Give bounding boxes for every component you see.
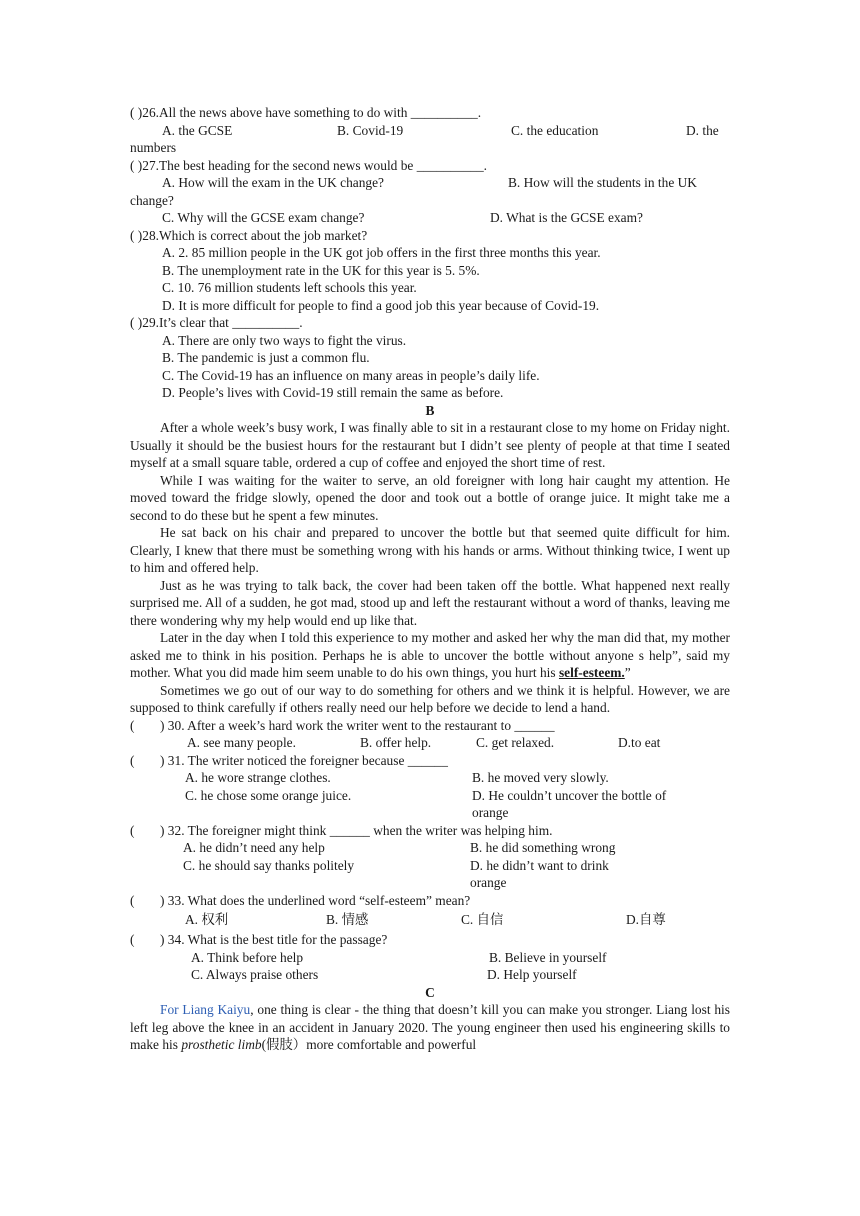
option-b-wrap: change?: [130, 192, 174, 208]
option-b: B. The pandemic is just a common flu.: [162, 350, 370, 365]
option-a: A. he didn’t need any help: [183, 840, 325, 855]
option-a: A. How will the exam in the UK change?: [162, 175, 384, 190]
option-d: D. What is the GCSE exam?: [490, 210, 643, 225]
option-b: B. offer help.: [360, 735, 432, 750]
question-34-options-cd: [130, 966, 730, 984]
italic-term: prosthetic limb: [181, 1037, 262, 1052]
option-d-wrap: numbers: [130, 140, 177, 155]
question-32-options-cd: [130, 857, 730, 875]
option-c: C. 10. 76 million students left schools this year.: [162, 280, 417, 295]
option-a: A. There are only two ways to fight the virus.: [162, 332, 407, 348]
question-32-stem: ( ) 32. The foreigner might think ______ when the writer was helping him.: [130, 822, 553, 838]
passage-b-paragraph-4: Just as he was trying to talk back, the cover had been taken off the bottle. What happened next really surprised me. All of a sudden, he got mad, stood up and left the restaurant without a word of thanks, leaving me there wondering why my help would end up like that.: [130, 577, 730, 628]
question-34-stem: ( ) 34. What is the best title for the passage?: [130, 932, 388, 947]
question-30-stem: ( ) 30. After a week’s hard work the writer went to the restaurant to ______: [130, 717, 555, 733]
option-d: D. It is more difficult for people to find a good job this year because of Covid-19.: [162, 297, 600, 313]
question-30-options: [130, 734, 730, 752]
option-a: A. the GCSE: [162, 122, 233, 138]
option-d: D. He couldn’t uncover the bottle of: [472, 787, 667, 803]
option-d: D. People’s lives with Covid-19 still remain the same as before.: [162, 385, 504, 400]
option-b: B. 情感: [326, 912, 369, 927]
option-a: A. he wore strange clothes.: [185, 770, 331, 785]
passage-c-paragraph-1: For Liang Kaiyu, one thing is clear - the thing that doesn’t kill you can make you stronger. Liang lost his left leg above the knee in an accident in January 2020. The young engineer then used his engineering skills to make his prosthetic limb(假肢）more comfortable and powerful: [130, 1002, 730, 1052]
option-a: A. 权利: [185, 912, 229, 927]
question-33-options: [130, 909, 730, 931]
option-b: B. Believe in yourself: [489, 949, 607, 965]
question-27-options-ab: [130, 174, 730, 192]
option-b: B. he moved very slowly.: [472, 770, 609, 785]
question-33-stem: ( ) 33. What does the underlined word “self-esteem” mean?: [130, 892, 471, 908]
option-c: C. the education: [511, 122, 599, 138]
question-31-options-ab: [130, 769, 730, 787]
option-c: C. he chose some orange juice.: [185, 787, 352, 803]
option-c: C. 自信: [461, 912, 504, 927]
option-c: C. The Covid-19 has an influence on many areas in people’s daily life.: [162, 367, 540, 383]
option-c: C. Why will the GCSE exam change?: [162, 210, 365, 225]
question-27-stem: ( )27.The best heading for the second news would be __________.: [130, 157, 488, 173]
section-b-heading: B: [425, 402, 435, 418]
option-d: D.to eat: [618, 735, 661, 750]
passage-b-paragraph-6: Sometimes we go out of our way to do something for others and we think it is helpful. However, we are supposed to think carefully if others really need our help before we decide to lend a hand.: [130, 682, 730, 715]
option-b: B. The unemployment rate in the UK for this year is 5. 5%.: [162, 262, 480, 278]
question-34-options-ab: [130, 949, 730, 967]
option-c: C. get relaxed.: [476, 735, 555, 750]
option-d: D. he didn’t want to drink: [470, 857, 609, 873]
question-26-options: [130, 122, 730, 140]
passage-b-paragraph-3: He sat back on his chair and prepared to uncover the bottle but that seemed quite difficult for him. Clearly, I knew that there must be something wrong with his hands or arms. Without thinking twice, I went up to him and offered help.: [130, 525, 730, 575]
option-b: B. he did something wrong: [470, 840, 616, 855]
question-29-stem: ( )29.It’s clear that __________.: [130, 315, 303, 330]
option-b: B. How will the students in the UK: [508, 175, 697, 190]
option-a: A. 2. 85 million people in the UK got job offers in the first three months this year.: [162, 245, 601, 260]
question-31-stem: ( ) 31. The writer noticed the foreigner because ______: [130, 752, 448, 768]
question-32-options-ab: [130, 839, 730, 857]
option-d: D. the: [686, 122, 719, 138]
underlined-word: self-esteem.: [558, 665, 625, 680]
section-c-heading: C: [425, 984, 435, 1000]
passage-b-paragraph-5: Later in the day when I told this experience to my mother and asked her why the man did that, my mother asked me to think in his position. Perhaps he is able to uncover the bottle without anyone s help”, said my mother. What you did made him seem unable to do his own things, you hurt his self-esteem.”: [130, 630, 730, 680]
option-d-wrap: orange: [472, 805, 509, 820]
option-a: A. Think before help: [191, 949, 304, 965]
highlighted-name: For Liang Kaiyu: [160, 1002, 251, 1017]
option-c: C. he should say thanks politely: [183, 857, 355, 873]
option-b: B. Covid-19: [337, 122, 404, 138]
option-d: D. Help yourself: [487, 967, 577, 982]
option-d: D.自尊: [626, 912, 666, 927]
exam-page: [130, 104, 730, 1054]
question-26-stem: ( )26.All the news above have something to do with __________.: [130, 105, 482, 120]
question-31-options-cd: [130, 787, 730, 805]
question-28-stem: ( )28.Which is correct about the job market?: [130, 227, 368, 243]
passage-b-paragraph-1: After a whole week’s busy work, I was finally able to sit in a restaurant close to my home on Friday night. Usually it should be the busiest hours for the restaurant but I didn’t see plenty of people at that time I seated myself at a small square table, ordered a cup of coffee and enjoyed the short time of rest.: [130, 420, 730, 470]
passage-b-paragraph-2: While I was waiting for the waiter to serve, an old foreigner with long hair caught my attention. He moved toward the fridge slowly, opened the door and took out a bottle of orange juice. It might take me a second to do these but he spent a few minutes.: [130, 472, 730, 523]
option-d-wrap: orange: [470, 875, 507, 890]
option-a: A. see many people.: [187, 735, 296, 750]
question-27-options-cd: [130, 209, 730, 227]
option-c: C. Always praise others: [191, 967, 319, 982]
